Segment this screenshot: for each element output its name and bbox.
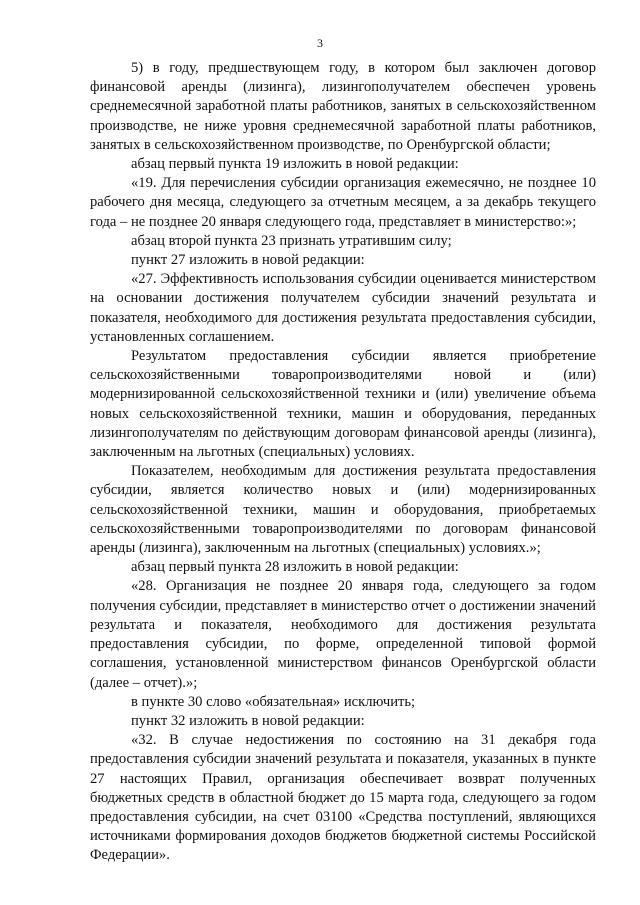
paragraph-amend-32-intro: пункт 32 изложить в новой редакции: xyxy=(131,712,365,729)
paragraph-point-19: «19. Для перечисления субсидии организация ежемесячно, не позднее 10 рабочего дня месяца, следующего за отчетным месяцем, а за декабрь текущего года – не позднее 20 января следующего года, представляет в министерство:»; xyxy=(90,175,596,230)
paragraph-indicator: Показателем, необходимым для достижения результата предоставления субсидии, является количество новых и (или) модернизированных сельскохозяйственной техники, машин и оборудования, приобретаемых сельскохозяйственными товаропроизводителями по договорам финансовой аренды (лизинга), заключенным на льготных (специальных) условиях.»; xyxy=(90,463,596,557)
paragraph-point-23-repeal: абзац второй пункта 23 признать утратившим силу; xyxy=(131,232,452,249)
paragraph-point-30-amend: в пункте 30 слово «обязательная» исключить; xyxy=(131,693,416,710)
paragraph-amend-19-intro: абзац первый пункта 19 изложить в новой редакции: xyxy=(131,156,459,173)
paragraph-point-27: «27. Эффективность использования субсидии оценивается министерством на основании достижения получателем субсидии значений результата и показателя, необходимого для достижения результата предоставления субсидии, установленных соглашением. xyxy=(90,271,596,345)
page-number: 3 xyxy=(317,36,323,50)
paragraph-point-28: «28. Организация не позднее 20 января года, следующего за годом получения субсидии, представляет в министерство отчет о достижении значений результата и показателя, необходимого для достижения результата предоставления субсидии, по форме, определенной типовой формой соглашения, установленной министерством финансов Оренбургской области (далее – отчет).»; xyxy=(90,578,596,691)
paragraph-amend-28-intro: абзац первый пункта 28 изложить в новой редакции: xyxy=(131,559,459,576)
paragraph-result: Результатом предоставления субсидии является приобретение сельскохозяйственными товаропроизводителями новой и (или) модернизированной сельскохозяйственной техники и (или) увеличение объема новых сельскохозяйственной техники, машин и оборудования, переданных лизингополучателям по действующим договорам финансовой аренды (лизинга), заключенным на льготных (специальных) условиях. xyxy=(90,348,596,461)
document-body xyxy=(90,59,596,866)
paragraph-amend-27-intro: пункт 27 изложить в новой редакции: xyxy=(131,252,365,269)
paragraph-item-5: 5) в году, предшествующем году, в котором был заключен договор финансовой аренды (лизинга), лизингополучателем обеспечен уровень среднемесячной заработной платы работников, занятых в сельскохозяйственном производстве, не ниже уровня среднемесячной заработной платы работников, занятых в сельскохозяйственном производстве, по Оренбургской области; xyxy=(90,60,596,153)
paragraph-point-32: «32. В случае недостижения по состоянию на 31 декабря года предоставления субсидии значений результата и показателя, указанных в пункте 27 настоящих Правил, организация обеспечивает возврат полученных бюджетных средств в областной бюджет до 15 марта года, следующего за годом предоставления субсидии, на счет 03100 «Средства поступлений, являющихся источниками формирования доходов бюджетов бюджетной системы Российской Федерации». xyxy=(90,732,596,864)
